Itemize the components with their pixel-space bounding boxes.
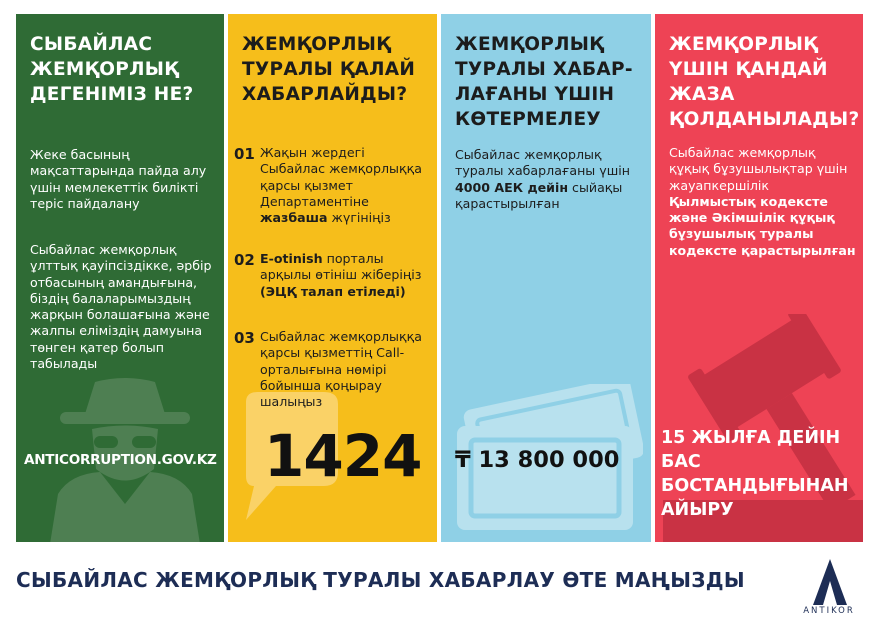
- panel-what-is-corruption: [16, 14, 224, 542]
- step-number: 03: [234, 329, 255, 347]
- panel-reward: [441, 14, 651, 542]
- eotinish-link[interactable]: E-otinish: [260, 251, 323, 266]
- antikor-logo: [794, 557, 864, 619]
- panel-title: ЖЕМҚОРЛЫҚ ҮШІН ҚАНДАЙ ЖАЗА ҚОЛДАНЫЛАДЫ?: [669, 34, 860, 130]
- step-text: Сыбайлас жемқорлыққа қарсы қызметтің Call-орталығына нөмірі бойынша қоңырау шалыңыз: [260, 329, 422, 410]
- panel-how-to-report: [228, 14, 437, 542]
- step-text: E-otinish порталы арқылы өтініш жіберіңіз (ЭЦҚ талап етіледі): [260, 251, 422, 299]
- panel-title: ЖЕМҚОРЛЫҚ ТУРАЛЫ ХАБАР-ЛАҒАНЫ ҮШІН КӨТЕРМЕЛЕУ: [455, 34, 633, 130]
- antikor-logo-icon: [813, 559, 847, 605]
- panel-title: СЫБАЙЛАС ЖЕМҚОРЛЫҚ ДЕГЕНІМІЗ НЕ?: [30, 34, 194, 105]
- reward-text: Сыбайлас жемқорлық туралы хабарлағаны үшін 4000 АЕК дейін сыйақы қарастырылған: [455, 147, 630, 211]
- panel-punishment: [655, 14, 863, 542]
- panel-title: ЖЕМҚОРЛЫҚ ТУРАЛЫ ҚАЛАЙ ХАБАРЛАЙДЫ?: [242, 34, 416, 105]
- step-text: Жақын жердегі Сыбайлас жемқорлыққа қарсы қызмет Департаментіне жазбаша жүгініңіз: [260, 145, 422, 226]
- step-number: 02: [234, 251, 255, 269]
- threat-text: Сыбайлас жемқорлық ұлттық қауіпсіздікке, әрбір отбасының амандығына, біздің балаларымыздың жарқын болашағына және жалпы еліміздің дамуына төнген қатер болып табылады: [30, 242, 212, 372]
- responsibility-text: Сыбайлас жемқорлық құқық бұзушылықтар үшін жауапкершілік Қылмыстық кодексте және Әкімшілік құқық бұзушылық туралы кодексте қарастырылған: [669, 145, 856, 258]
- reward-amount: ₸ 13 800 000: [455, 447, 620, 473]
- penalty-text: 15 ЖЫЛҒА ДЕЙІН БАС БОСТАНДЫҒЫНАН АЙЫРУ: [661, 428, 849, 520]
- step-number: 01: [234, 145, 255, 163]
- website-link[interactable]: ANTICORRUPTION.GOV.KZ: [24, 452, 217, 468]
- definition-text: Жеке басының мақсаттарында пайда алу үшін мемлекеттік билікті теріс пайдалану: [30, 147, 207, 211]
- footer-slogan: СЫБАЙЛАС ЖЕМҚОРЛЫҚ ТУРАЛЫ ХАБАРЛАУ ӨТЕ МАҢЫЗДЫ: [16, 568, 745, 592]
- logo-text: ANTIKOR: [803, 606, 855, 616]
- phone-number[interactable]: 1424: [264, 422, 422, 490]
